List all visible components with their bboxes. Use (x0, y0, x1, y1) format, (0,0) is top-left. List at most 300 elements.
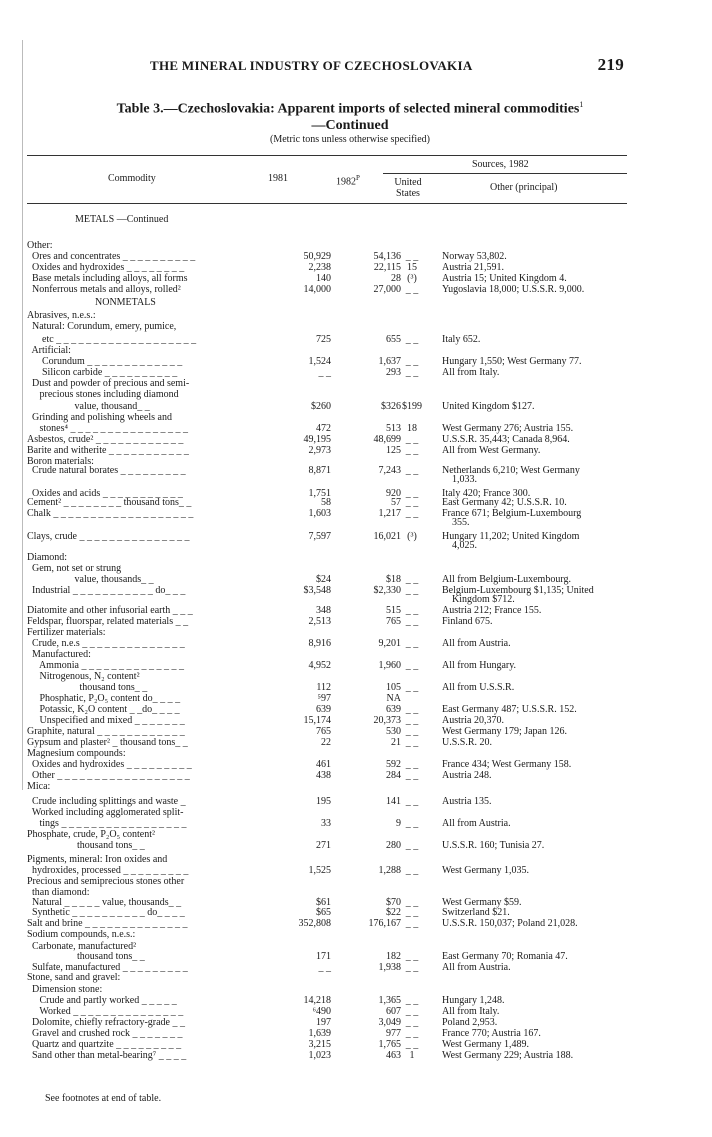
table-row (27, 284, 627, 295)
other-sources-cell: West Germany 1,035. (442, 865, 529, 876)
value-1982-cell: 1,217 (378, 508, 401, 519)
value-1982-cell: 1,637 (378, 356, 401, 367)
united-states-cell: _ _ (405, 616, 419, 627)
value-1981-cell: 15,174 (303, 715, 331, 726)
united-states-cell: $199 (402, 401, 422, 412)
other-sources-cell: 1,033. (442, 474, 477, 485)
table-row (27, 770, 627, 781)
commodity-cell: stones⁴ _ _ _ _ _ _ _ _ _ _ _ _ _ _ _ _ (27, 423, 188, 434)
value-1981-cell: 33 (321, 818, 331, 829)
commodity-cell: Gravel and crushed rock _ _ _ _ _ _ _ (27, 1028, 183, 1039)
commodity-cell: Stone, sand and gravel: (27, 972, 121, 983)
value-1981-cell: $3,548 (303, 585, 331, 596)
value-1981-cell: $24 (316, 574, 331, 585)
commodity-cell: Graphite, natural _ _ _ _ _ _ _ _ _ _ _ _ (27, 726, 185, 737)
other-sources-cell: U.S.S.R. 150,037; Poland 21,028. (442, 918, 578, 929)
table-row (27, 497, 627, 508)
table-row (27, 434, 627, 445)
table-row (27, 759, 627, 770)
other-sources-cell: Austria 248. (442, 770, 492, 781)
value-1981-cell: 1,524 (308, 356, 331, 367)
value-1982-cell: $2,330 (373, 585, 401, 596)
commodity-cell: Phosphate, crude, P₂O₅ content² (27, 829, 156, 840)
value-1982-cell: 515 (386, 605, 401, 616)
united-states-cell: _ _ (405, 1017, 419, 1028)
commodity-cell: Artificial: (27, 345, 71, 356)
table-row (27, 807, 627, 818)
united-states-cell: _ _ (405, 715, 419, 726)
running-head (150, 55, 624, 74)
table-row (27, 605, 627, 616)
commodity-cell: Potassic, K₂O content _ _do_ _ _ _ (27, 704, 180, 715)
header-1982 (336, 173, 360, 187)
commodity-cell: Barite and witherite _ _ _ _ _ _ _ _ _ _ _ (27, 445, 189, 456)
other-sources-cell: Austria 135. (442, 796, 492, 807)
table-row (27, 627, 627, 638)
value-1982-cell: 1,288 (378, 865, 401, 876)
united-states-cell: _ _ (405, 995, 419, 1006)
table-row (27, 829, 627, 840)
header-1981: 1981 (268, 173, 288, 184)
table-row (27, 726, 627, 737)
other-sources-cell: Hungary 1,248. (442, 995, 505, 1006)
table-row (27, 660, 627, 671)
table-row (27, 1017, 627, 1028)
united-states-cell: _ _ (405, 284, 419, 295)
value-1981-cell: 140 (316, 273, 331, 284)
value-1981-cell: 461 (316, 759, 331, 770)
other-sources-cell: Hungary 11,202; United Kingdom (442, 531, 580, 542)
table-title-line1: Table 3.—Czechoslovakia: Apparent imports of selected mineral commodities (116, 101, 580, 117)
commodity-cell: Chalk _ _ _ _ _ _ _ _ _ _ _ _ _ _ _ _ _ _ _ (27, 508, 194, 519)
table-row (27, 356, 627, 367)
table-row (27, 389, 627, 400)
other-sources-cell: France 671; Belgium-Luxembourg (442, 508, 582, 519)
commodity-cell: Phosphatic, P₂O₅ content do_ _ _ _ (27, 693, 181, 704)
value-1982-cell: 1,365 (378, 995, 401, 1006)
other-sources-cell: East Germany 42; U.S.S.R. 10. (442, 497, 567, 508)
united-states-cell: _ _ (405, 726, 419, 737)
united-states-cell: 18 (407, 423, 417, 434)
scan-margin-line (22, 40, 23, 790)
other-sources-cell: East Germany 70; Romania 47. (442, 951, 568, 962)
united-states-cell: _ _ (405, 605, 419, 616)
united-states-cell: _ _ (405, 638, 419, 649)
commodity-cell: Corundum _ _ _ _ _ _ _ _ _ _ _ _ _ (27, 356, 183, 367)
value-1982-cell: 54,136 (373, 251, 401, 262)
value-1981-cell: _ _ (318, 367, 331, 378)
commodity-cell: Feldspar, fluorspar, related materials _ _ (27, 616, 189, 627)
table-row (27, 865, 627, 876)
commodity-cell: Other _ _ _ _ _ _ _ _ _ _ _ _ _ _ _ _ _ _ (27, 770, 190, 781)
value-1981-cell: 112 (316, 682, 331, 693)
header-top-rule (27, 155, 627, 156)
united-states-cell: _ _ (405, 660, 419, 671)
value-1982-cell: NA (386, 693, 401, 704)
united-states-cell: _ _ (405, 840, 419, 851)
united-states-cell: _ _ (405, 367, 419, 378)
table-row (27, 540, 627, 551)
table-row (27, 262, 627, 273)
other-sources-cell: All from Austria. (442, 638, 511, 649)
united-states-cell: _ _ (405, 445, 419, 456)
value-1981-cell: 14,000 (303, 284, 331, 295)
other-sources-cell: West Germany 276; Austria 155. (442, 423, 574, 434)
united-states-cell: _ _ (405, 907, 419, 918)
other-sources-cell: Austria 212; France 155. (442, 605, 542, 616)
value-1982-cell: 513 (386, 423, 401, 434)
value-1981-cell: 725 (316, 334, 331, 345)
value-1981-cell: 195 (316, 796, 331, 807)
other-sources-cell: Austria 20,370. (442, 715, 504, 726)
value-1982-cell: $326 (381, 401, 401, 412)
other-sources-cell: Hungary 1,550; West Germany 77. (442, 356, 582, 367)
other-sources-cell: Yugoslavia 18,000; U.S.S.R. 9,000. (442, 284, 585, 295)
value-1981-cell: 472 (316, 423, 331, 434)
table-row (27, 474, 627, 485)
other-sources-cell: Poland 2,953. (442, 1017, 498, 1028)
value-1981-cell: $65 (316, 907, 331, 918)
other-sources-cell: 4,025. (442, 540, 477, 551)
other-sources-cell: West Germany $59. (442, 897, 522, 908)
commodity-cell: Natural: Corundum, emery, pumice, (27, 321, 177, 332)
united-states-cell: 15 (407, 262, 417, 273)
united-states-cell: 1 (409, 1050, 415, 1061)
commodity-cell: Precious and semiprecious stones other (27, 876, 185, 887)
other-sources-cell: West Germany 1,489. (442, 1039, 529, 1050)
page-number: 219 (597, 55, 624, 74)
united-states-cell: _ _ (405, 865, 419, 876)
value-1981-cell: 1,603 (308, 508, 331, 519)
commodity-cell: Crude and partly worked _ _ _ _ _ (27, 995, 177, 1006)
table-row (27, 876, 627, 887)
commodity-cell: Dolomite, chiefly refractory-grade _ _ (27, 1017, 185, 1028)
table-row (27, 412, 627, 423)
united-states-cell: (³) (407, 531, 417, 542)
commodity-cell: Oxides and hydroxides _ _ _ _ _ _ _ _ _ (27, 759, 192, 770)
table-row (27, 748, 627, 759)
value-1982-cell: 22,115 (373, 262, 401, 273)
value-1982-cell: 284 (386, 770, 401, 781)
commodity-cell: Oxides and acids _ _ _ _ _ _ _ _ _ _ _ (27, 488, 183, 499)
united-states-cell: _ _ (405, 356, 419, 367)
value-1982-cell: 1,960 (378, 660, 401, 671)
value-1981-cell: 1,639 (308, 1028, 331, 1039)
commodity-cell: Grinding and polishing wheels and (27, 412, 172, 423)
value-1981-cell: 50,929 (303, 251, 331, 262)
other-sources-cell: Norway 53,802. (442, 251, 507, 262)
table-row (27, 1028, 627, 1039)
commodity-cell: Abrasives, n.e.s.: (27, 310, 96, 321)
table-row (27, 972, 627, 983)
table-row (27, 840, 627, 851)
united-states-cell: _ _ (405, 434, 419, 445)
value-1981-cell: 197 (316, 1017, 331, 1028)
table-row (27, 445, 627, 456)
value-1982-cell: 125 (386, 445, 401, 456)
commodity-cell: Sulfate, manufactured _ _ _ _ _ _ _ _ _ (27, 962, 188, 973)
value-1981-cell: 1,023 (308, 1050, 331, 1061)
commodity-cell: Boron materials: (27, 456, 94, 467)
value-1982-cell: 607 (386, 1006, 401, 1017)
table-row (27, 345, 627, 356)
value-1981-cell: 4,952 (308, 660, 331, 671)
table-row (27, 638, 627, 649)
table-row (27, 907, 627, 918)
table-row (27, 737, 627, 748)
table-row (27, 594, 627, 605)
other-sources-cell: All from Hungary. (442, 660, 517, 671)
value-1981-cell: 2,513 (308, 616, 331, 627)
table-row (27, 321, 627, 332)
table-row (27, 704, 627, 715)
table-row (27, 552, 627, 563)
other-sources-cell: All from Belgium-Luxembourg. (442, 574, 571, 585)
commodity-cell: Base metals including alloys, all forms (27, 273, 188, 284)
value-1981-cell: ⁶490 (312, 1006, 331, 1017)
other-sources-cell: West Germany 179; Japan 126. (442, 726, 567, 737)
commodity-cell: Worked including agglomerated split- (27, 807, 184, 818)
commodity-cell: Cement² _ _ _ _ _ _ _ _ thousand tons_ _ (27, 497, 192, 508)
table-row (27, 796, 627, 807)
table-row (27, 240, 627, 251)
value-1981-cell: 2,973 (308, 445, 331, 456)
other-sources-cell: Finland 675. (442, 616, 493, 627)
united-states-cell: _ _ (405, 1028, 419, 1039)
value-1982-cell: 20,373 (373, 715, 401, 726)
commodity-cell: Carbonate, manufactured² (27, 941, 137, 952)
table-title-line2: —Continued (311, 117, 389, 133)
value-1981-cell: _ _ (318, 962, 331, 973)
united-states-cell: _ _ (405, 488, 419, 499)
commodity-cell: Fertilizer materials: (27, 627, 106, 638)
value-1981-cell: 1,525 (308, 865, 331, 876)
commodity-cell: than diamond: (27, 887, 90, 898)
table-row (27, 715, 627, 726)
table-row (27, 616, 627, 627)
united-states-cell: _ _ (405, 251, 419, 262)
table-row (27, 423, 627, 434)
united-states-cell: _ _ (405, 897, 419, 908)
united-states-cell: _ _ (405, 465, 419, 476)
united-states-cell: _ _ (405, 770, 419, 781)
commodity-cell: Sodium compounds, n.e.s.: (27, 929, 136, 940)
table-row (27, 563, 627, 574)
value-1981-cell: 2,238 (308, 262, 331, 273)
header-commodity: Commodity (108, 173, 156, 184)
commodity-cell: Nonferrous metals and alloys, rolled² (27, 284, 181, 295)
table-row (27, 273, 627, 284)
table-row (27, 995, 627, 1006)
value-1982-cell: 16,021 (373, 531, 401, 542)
header-other: Other (principal) (490, 182, 558, 193)
other-sources-cell: Italy 420; France 300. (442, 488, 531, 499)
commodity-cell: Diamond: (27, 552, 67, 563)
commodity-cell: Crude including splittings and waste _ (27, 796, 186, 807)
table-row (27, 1050, 627, 1061)
value-1982-cell: 9,201 (378, 638, 401, 649)
other-sources-cell: U.S.S.R. 35,443; Canada 8,964. (442, 434, 570, 445)
value-1982-cell: $18 (386, 574, 401, 585)
value-1981-cell: 8,916 (308, 638, 331, 649)
other-sources-cell: Italy 652. (442, 334, 481, 345)
commodity-cell: Natural _ _ _ _ _ value, thousands_ _ (27, 897, 182, 908)
commodity-cell: Crude, n.e.s _ _ _ _ _ _ _ _ _ _ _ _ _ _ (27, 638, 185, 649)
value-1981-cell: 639 (316, 704, 331, 715)
value-1981-cell: 7,597 (308, 531, 331, 542)
united-states-cell: _ _ (405, 682, 419, 693)
other-sources-cell: Netherlands 6,210; West Germany (442, 465, 580, 476)
value-1982-cell: 639 (386, 704, 401, 715)
value-1981-cell: 8,871 (308, 465, 331, 476)
table-row (27, 984, 627, 995)
united-states-cell: _ _ (405, 918, 419, 929)
header-sources: Sources, 1982 (472, 159, 529, 170)
value-1982-cell: 280 (386, 840, 401, 851)
table-row (27, 334, 627, 345)
commodity-cell: Mica: (27, 781, 51, 792)
value-1982-cell: 655 (386, 334, 401, 345)
other-sources-cell: France 434; West Germany 158. (442, 759, 572, 770)
other-sources-cell: All from West Germany. (442, 445, 541, 456)
commodity-cell: Asbestos, crude² _ _ _ _ _ _ _ _ _ _ _ _ (27, 434, 184, 445)
value-1982-cell: 1,938 (378, 962, 401, 973)
value-1981-cell: 3,215 (308, 1039, 331, 1050)
united-states-cell: _ _ (405, 1039, 419, 1050)
united-states-cell: _ _ (405, 574, 419, 585)
value-1981-cell: 49,195 (303, 434, 331, 445)
united-states-cell: _ _ (405, 497, 419, 508)
header-1982-year: 1982 (336, 176, 356, 188)
header-bottom-rule (27, 203, 627, 204)
commodity-cell: etc _ _ _ _ _ _ _ _ _ _ _ _ _ _ _ _ _ _ _ (27, 334, 197, 345)
other-sources-cell: West Germany 229; Austria 188. (442, 1050, 574, 1061)
commodity-cell: Dust and powder of precious and semi- (27, 378, 190, 389)
commodity-cell: Magnesium compounds: (27, 748, 126, 759)
other-sources-cell: United Kingdom $127. (442, 401, 535, 412)
value-1982-cell: 176,167 (368, 918, 401, 929)
value-1982-cell: $22 (386, 907, 401, 918)
section-nonmetals: NONMETALS (95, 297, 156, 308)
value-1982-cell: 27,000 (373, 284, 401, 295)
table-row (27, 649, 627, 660)
commodity-cell: Manufactured: (27, 649, 91, 660)
commodity-cell: thousand tons_ _ (27, 682, 148, 693)
value-1982-cell: 920 (386, 488, 401, 499)
commodity-cell: Ores and concentrates _ _ _ _ _ _ _ _ _ _ (27, 251, 196, 262)
commodity-cell: hydroxides, processed _ _ _ _ _ _ _ _ _ (27, 865, 189, 876)
other-sources-cell: All from Italy. (442, 1006, 500, 1017)
table-row (27, 682, 627, 693)
value-1982-cell: 141 (386, 796, 401, 807)
value-1982-cell: 28 (391, 273, 401, 284)
commodity-cell: Crude natural borates _ _ _ _ _ _ _ _ _ (27, 465, 186, 476)
united-states-cell: _ _ (405, 585, 419, 596)
table-row (27, 951, 627, 962)
value-1982-cell: 765 (386, 616, 401, 627)
commodity-cell: Worked _ _ _ _ _ _ _ _ _ _ _ _ _ _ _ (27, 1006, 184, 1017)
table-row (27, 251, 627, 262)
table-row (27, 781, 627, 792)
commodity-cell: Silicon carbide _ _ _ _ _ _ _ _ _ _ (27, 367, 178, 378)
value-1981-cell: $61 (316, 897, 331, 908)
table-row (27, 1006, 627, 1017)
other-sources-cell: Austria 21,591. (442, 262, 504, 273)
other-sources-cell: All from Austria. (442, 818, 511, 829)
united-states-cell: _ _ (405, 1006, 419, 1017)
united-states-cell: _ _ (405, 759, 419, 770)
united-states-cell: _ _ (405, 796, 419, 807)
commodity-cell: Ammonia _ _ _ _ _ _ _ _ _ _ _ _ _ _ (27, 660, 184, 671)
other-sources-cell: France 770; Austria 167. (442, 1028, 541, 1039)
commodity-cell: Sand other than metal-bearing⁷ _ _ _ _ (27, 1050, 187, 1061)
commodity-cell: Dimension stone: (27, 984, 103, 995)
commodity-cell: Other: (27, 240, 53, 251)
commodity-cell: Unspecified and mixed _ _ _ _ _ _ _ (27, 715, 185, 726)
value-1981-cell: 348 (316, 605, 331, 616)
value-1982-cell: $70 (386, 897, 401, 908)
commodity-cell: Gypsum and plaster² _ thousand tons_ _ (27, 737, 188, 748)
table-title (30, 97, 670, 134)
other-sources-cell: All from Italy. (442, 367, 500, 378)
value-1981-cell: 58 (321, 497, 331, 508)
value-1981-cell: 22 (321, 737, 331, 748)
other-sources-cell: East Germany 487; U.S.S.R. 152. (442, 704, 577, 715)
other-sources-cell: U.S.S.R. 160; Tunisia 27. (442, 840, 545, 851)
value-1981-cell: ⁵97 (317, 693, 331, 704)
table-row (27, 671, 627, 682)
value-1982-cell: 530 (386, 726, 401, 737)
value-1982-cell: 7,243 (378, 465, 401, 476)
table-row (27, 1039, 627, 1050)
commodity-cell: thousand tons_ _ (27, 840, 145, 851)
table-row (27, 818, 627, 829)
united-states-cell: (³) (407, 273, 417, 284)
other-sources-cell: All from U.S.S.R. (442, 682, 515, 693)
table-row (27, 918, 627, 929)
commodity-cell: value, thousands_ _ (27, 574, 154, 585)
united-states-cell: _ _ (405, 704, 419, 715)
commodity-cell: Oxides and hydroxides _ _ _ _ _ _ _ _ (27, 262, 185, 273)
value-1982-cell: 463 (386, 1050, 401, 1061)
value-1982-cell: 105 (386, 682, 401, 693)
other-sources-cell: 355. (442, 517, 470, 528)
value-1981-cell: 14,218 (303, 995, 331, 1006)
commodity-cell: precious stones including diamond (27, 389, 179, 400)
header-united-states: United States (394, 177, 422, 199)
value-1982-cell: 182 (386, 951, 401, 962)
united-states-cell: _ _ (405, 951, 419, 962)
value-1982-cell: 1,765 (378, 1039, 401, 1050)
commodity-cell: Industrial _ _ _ _ _ _ _ _ _ _ _ do_ _ _ (27, 585, 186, 596)
value-1981-cell: 438 (316, 770, 331, 781)
table-row (27, 367, 627, 378)
commodity-cell: Quartz and quartzite _ _ _ _ _ _ _ _ _ (27, 1039, 182, 1050)
other-sources-cell: Austria 15; United Kingdom 4. (442, 273, 567, 284)
table-row (27, 693, 627, 704)
header-1982-preliminary-mark: P (356, 174, 360, 182)
commodity-cell: Clays, crude _ _ _ _ _ _ _ _ _ _ _ _ _ _ _ (27, 531, 190, 542)
table-row (27, 517, 627, 528)
value-1982-cell: 293 (386, 367, 401, 378)
value-1982-cell: 57 (391, 497, 401, 508)
commodity-cell: Synthetic _ _ _ _ _ _ _ _ _ _ do_ _ _ _ (27, 907, 185, 918)
commodity-cell: Diatomite and other infusorial earth _ _ _ (27, 605, 193, 616)
value-1981-cell: 765 (316, 726, 331, 737)
value-1982-cell: 977 (386, 1028, 401, 1039)
table-row (27, 310, 627, 321)
other-sources-cell: Switzerland $21. (442, 907, 510, 918)
